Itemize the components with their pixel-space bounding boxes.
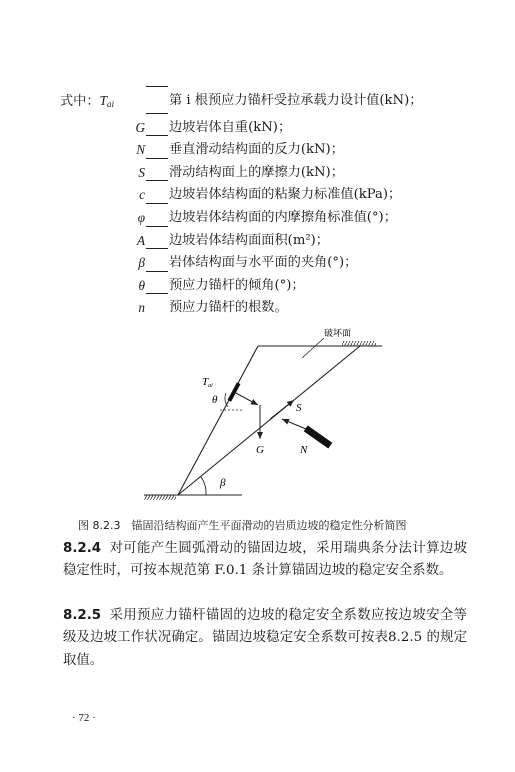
definition-text: 边坡岩体自重(kN)； xyxy=(169,119,292,135)
figure-caption: 图 8.2.3 锚固沿结构面产生平面滑动的岩质边坡的稳定性分析简图 xyxy=(78,519,407,532)
dash-separator xyxy=(146,226,168,249)
dash-separator xyxy=(146,271,168,294)
friction-arrow xyxy=(270,400,294,419)
definition-symbol: S xyxy=(138,164,145,180)
anchor-force-label: Tai xyxy=(202,376,213,389)
definition-row xyxy=(60,252,422,275)
clause-8-2-5 xyxy=(63,605,467,672)
definition-text: 边坡岩体结构面的内摩擦角标准值(°)； xyxy=(169,209,397,225)
definition-row xyxy=(60,297,422,320)
slope-stability-diagram xyxy=(130,325,390,510)
definition-symbol: n xyxy=(138,300,145,316)
definition-symbol: A xyxy=(136,232,145,248)
definition-row xyxy=(60,207,422,230)
gravity-label: G xyxy=(256,444,264,456)
definition-row xyxy=(60,230,422,253)
clause-8-2-4 xyxy=(63,538,467,583)
dash-separator xyxy=(146,180,168,203)
dash-separator xyxy=(146,113,168,136)
definition-row xyxy=(60,275,422,298)
theta-angle-arc xyxy=(225,393,228,407)
symbol-definitions xyxy=(60,90,422,320)
page-number: · 72 · xyxy=(72,712,96,724)
dash-separator xyxy=(146,203,168,226)
definition-symbol: β xyxy=(138,255,145,271)
normal-force-label: N xyxy=(300,444,308,456)
dash-separator xyxy=(146,248,168,271)
definition-symbol: G xyxy=(135,119,145,135)
definition-text: 垂直滑动结构面的反力(kN)； xyxy=(169,142,344,158)
definition-symbol: c xyxy=(139,187,145,203)
dash-separator xyxy=(146,86,168,113)
top-ground-hatch xyxy=(342,341,376,346)
dash-separator xyxy=(146,158,168,181)
bottom-ground-hatch xyxy=(144,495,176,500)
definition-symbol: 式中：$T_{ai}$ xyxy=(60,93,115,109)
definition-text: 预应力锚杆的倾角(°)； xyxy=(169,277,305,293)
definition-row xyxy=(60,117,422,140)
clause-number: 8.2.4 xyxy=(63,541,102,556)
slope-face-line xyxy=(178,346,258,495)
dash-separator xyxy=(146,135,168,158)
beta-angle-arc xyxy=(201,477,206,495)
normal-force-arrow xyxy=(282,419,306,429)
definition-row xyxy=(60,162,422,185)
anchor-force-arrow xyxy=(234,392,258,405)
definition-text: 边坡岩体结构面的粘聚力标准值(kPa)； xyxy=(169,187,402,203)
definition-text: 边坡岩体结构面面积(m²)； xyxy=(169,232,329,248)
clause-text: 对可能产生圆弧滑动的锚固边坡，采用瑞典条分法计算边坡稳定性时，可按本规范第 F.0.1 条计算锚固边坡的稳定安全系数。 xyxy=(63,541,467,579)
definition-row xyxy=(60,90,422,117)
failure-plane-line xyxy=(178,346,360,495)
failure-plane-leader xyxy=(302,338,324,358)
clause-number: 8.2.5 xyxy=(63,608,102,623)
definition-symbol: N xyxy=(136,142,145,158)
definition-row xyxy=(60,184,422,207)
friction-label: S xyxy=(296,402,302,414)
definition-symbol: φ xyxy=(137,209,145,225)
normal-force-block xyxy=(304,426,333,449)
failure-plane-label: 破坏面 xyxy=(324,329,352,339)
definition-text: 预应力锚杆的根数。 xyxy=(169,300,288,316)
definition-text: 岩体结构面与水平面的夹角(°)； xyxy=(169,255,358,271)
definition-text: 第 i 根预应力锚杆受拉承载力设计值(kN)； xyxy=(169,93,423,108)
clause-text: 采用预应力锚杆锚固的边坡的稳定安全系数应按边坡安全等级及边坡工作状况确定。锚固边坡稳定安全系数可按表8.2.5 的规定取值。 xyxy=(63,608,467,668)
theta-label: θ xyxy=(212,394,218,406)
definition-symbol: θ xyxy=(138,277,145,293)
definition-row xyxy=(60,139,422,162)
dash-separator xyxy=(146,293,168,316)
definition-text: 滑动结构面上的摩擦力(kN)； xyxy=(169,164,344,180)
beta-label: β xyxy=(220,477,226,489)
